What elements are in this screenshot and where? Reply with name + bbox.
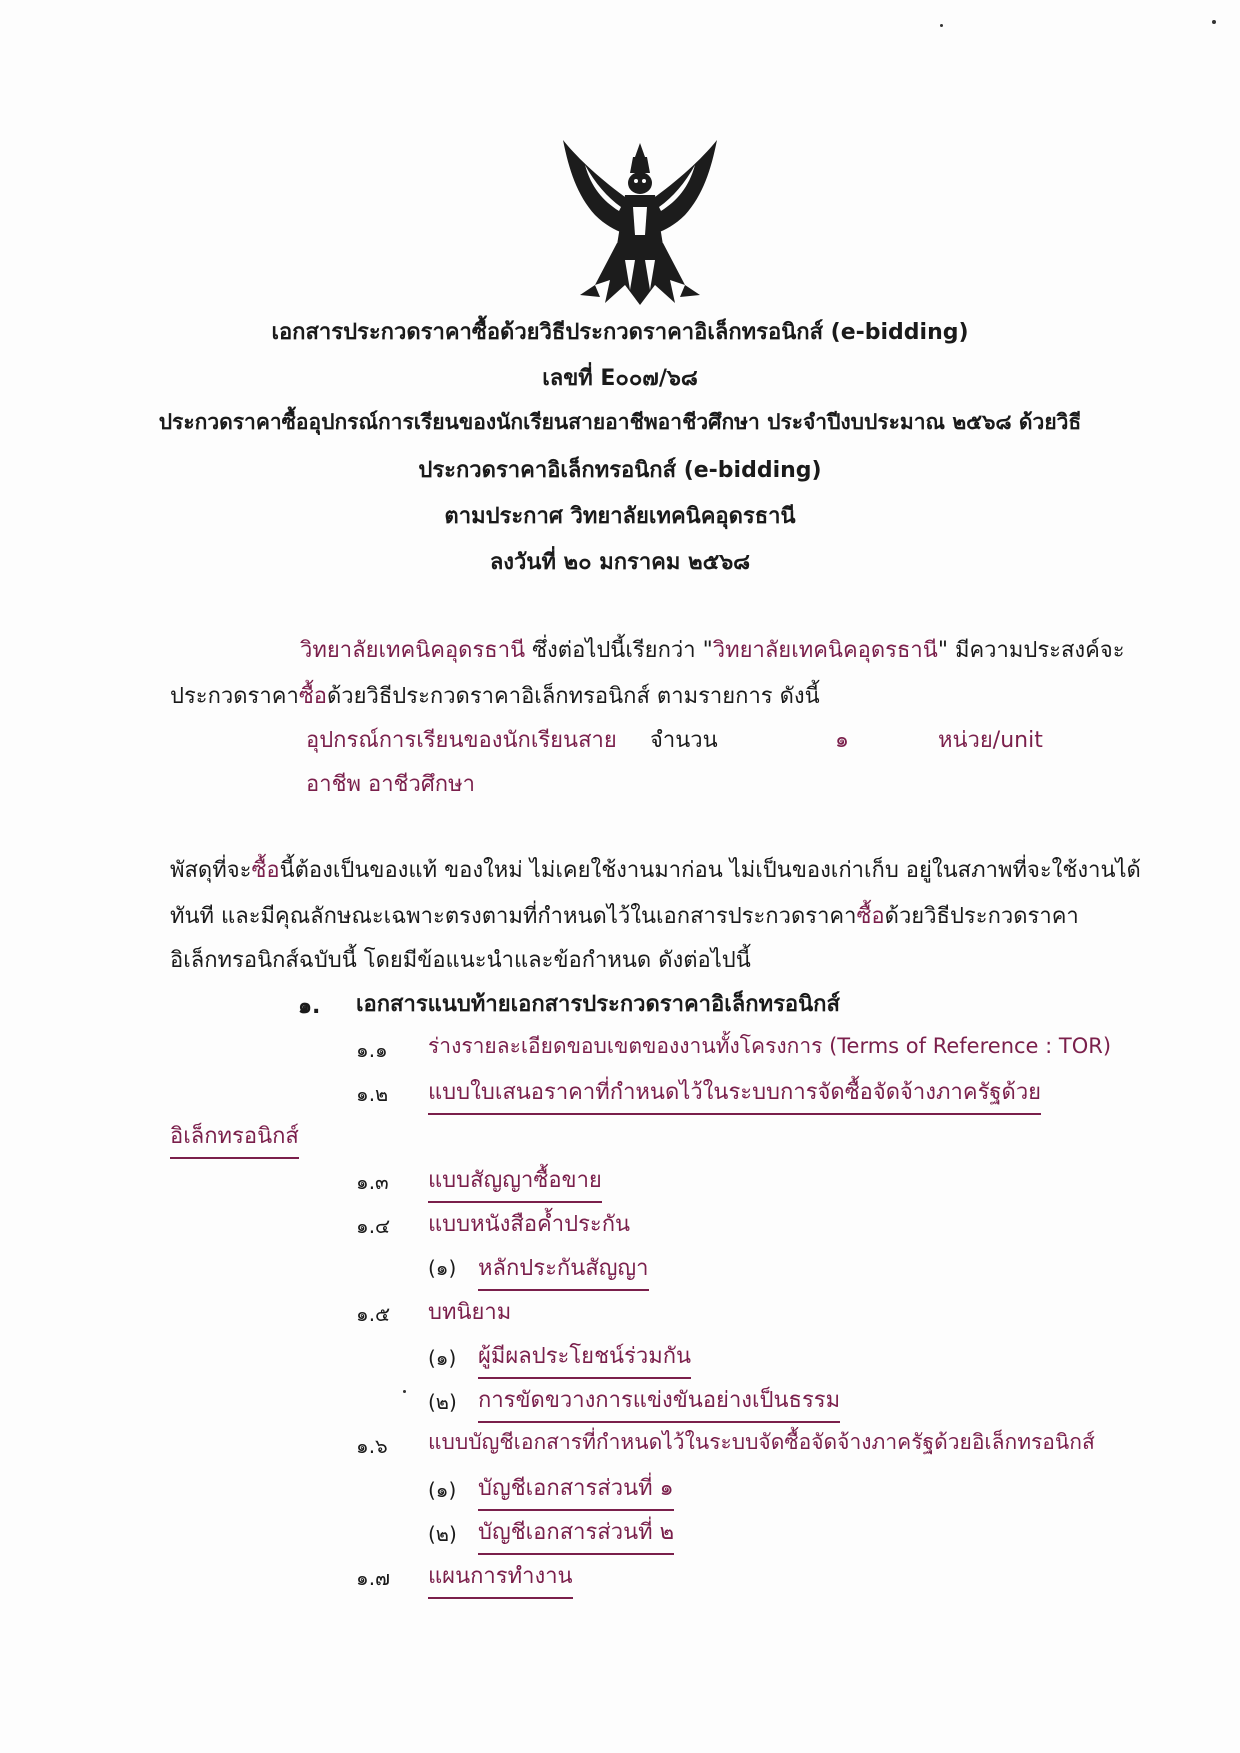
body-line-2: ทันที และมีคุณลักษณะเฉพาะตรงตามที่กำหนดไว้ในเอกสารประกวดราคาซื้อด้วยวิธีประกวดราคา xyxy=(170,904,1079,929)
scan-speck xyxy=(940,24,943,27)
item-number: ๑.๖ xyxy=(356,1434,388,1458)
item-number: ๑.๗ xyxy=(356,1566,391,1590)
garuda-emblem-icon xyxy=(555,135,725,310)
sub-item-number: (๒) xyxy=(428,1390,457,1414)
document-number: เลขที่ E๐๐๗/๖๘ xyxy=(542,366,698,391)
attachment-document-list: แบบบัญชีเอกสารที่กำหนดไว้ในระบบจัดซื้อจัดจ้างภาครัฐด้วยอิเล็กทรอนิกส์ xyxy=(428,1430,1095,1454)
attachment-link-bid-form-cont[interactable]: อิเล็กทรอนิกส์ xyxy=(170,1118,299,1159)
item-unit: หน่วย/unit xyxy=(938,728,1043,753)
item-number: ๑.๔ xyxy=(356,1214,391,1238)
scan-speck xyxy=(1212,20,1216,24)
attachment-link-document-list-part2[interactable]: บัญชีเอกสารส่วนที่ ๒ xyxy=(478,1514,674,1555)
org-name: วิทยาลัยเทคนิคอุดรธานี xyxy=(300,638,526,663)
org-name-quoted: วิทยาลัยเทคนิคอุดรธานี xyxy=(712,638,938,663)
attachment-link-joint-interest[interactable]: ผู้มีผลประโยชน์ร่วมกัน xyxy=(478,1338,691,1379)
document-subject: ประกวดราคาซื้ออุปกรณ์การเรียนของนักเรียนสายอาชีพอาชีวศึกษา ประจำปีงบประมาณ ๒๕๖๘ ด้วยวิธี xyxy=(158,410,1082,434)
item-number: ๑.๑ xyxy=(356,1038,388,1062)
item-number: ๑.๓ xyxy=(356,1170,389,1194)
item-qty: ๑ xyxy=(835,728,849,753)
sub-item-number: (๑) xyxy=(428,1478,457,1502)
attachment-link-contract[interactable]: แบบสัญญาซื้อขาย xyxy=(428,1162,602,1203)
body-line-3: อิเล็กทรอนิกส์ฉบับนี้ โดยมีข้อแนะนำและข้อกำหนด ดังต่อไปนี้ xyxy=(170,948,751,973)
attachment-link-tor[interactable]: ร่างรายละเอียดขอบเขตของงานทั้งโครงการ (Terms of Reference : TOR) xyxy=(428,1034,1112,1058)
item-number: ๑.๕ xyxy=(356,1302,391,1326)
item-name: อุปกรณ์การเรียนของนักเรียนสาย xyxy=(306,728,617,753)
announcement-date: ลงวันที่ ๒๐ มกราคม ๒๕๖๘ xyxy=(489,550,751,575)
section-title: เอกสารแนบท้ายเอกสารประกวดราคาอิเล็กทรอนิกส์ xyxy=(356,992,840,1017)
document-subject-cont: ประกวดราคาอิเล็กทรอนิกส์ (e-bidding) xyxy=(418,458,822,483)
sub-item-number: (๑) xyxy=(428,1346,457,1370)
document-title: เอกสารประกวดราคาซื้อด้วยวิธีประกวดราคาอิเล็กทรอนิกส์ (e-bidding) xyxy=(271,320,969,345)
attachment-link-contract-security[interactable]: หลักประกันสัญญา xyxy=(478,1250,649,1291)
attachment-link-bid-form[interactable]: แบบใบเสนอราคาที่กำหนดไว้ในระบบการจัดซื้อจัดจ้างภาครัฐด้วย xyxy=(428,1074,1041,1115)
item-name-cont: อาชีพ อาชีวศึกษา xyxy=(306,772,475,797)
attachment-definitions: บทนิยาม xyxy=(428,1300,512,1325)
section-number: ๑. xyxy=(298,994,321,1019)
sub-item-number: (๑) xyxy=(428,1256,457,1280)
attachment-guarantee: แบบหนังสือค้ำประกัน xyxy=(428,1212,631,1237)
item-number: ๑.๒ xyxy=(356,1082,389,1106)
announcement-ref: ตามประกาศ วิทยาลัยเทคนิคอุดรธานี xyxy=(444,504,796,529)
attachment-link-work-plan[interactable]: แผนการทำงาน xyxy=(428,1558,573,1599)
intro-line-2: ประกวดราคาซื้อด้วยวิธีประกวดราคาอิเล็กทรอนิกส์ ตามรายการ ดังนี้ xyxy=(170,684,820,709)
item-qty-label: จำนวน xyxy=(650,728,718,753)
attachment-link-document-list-part1[interactable]: บัญชีเอกสารส่วนที่ ๑ xyxy=(478,1470,674,1511)
sub-item-number: (๒) xyxy=(428,1522,457,1546)
intro-line-1: วิทยาลัยเทคนิคอุดรธานี ซึ่งต่อไปนี้เรียกว่า "วิทยาลัยเทคนิคอุดรธานี" มีความประสงค์จะ xyxy=(300,638,1125,663)
attachment-link-fair-competition[interactable]: การขัดขวางการแข่งขันอย่างเป็นธรรม xyxy=(478,1382,840,1423)
body-line-1: พัสดุที่จะซื้อนี้ต้องเป็นของแท้ ของใหม่ ไม่เคยใช้งานมาก่อน ไม่เป็นของเก่าเก็บ อยู่ในสภาพที่จะใช้งานได้ xyxy=(170,858,1141,883)
scan-speck xyxy=(403,1390,406,1393)
